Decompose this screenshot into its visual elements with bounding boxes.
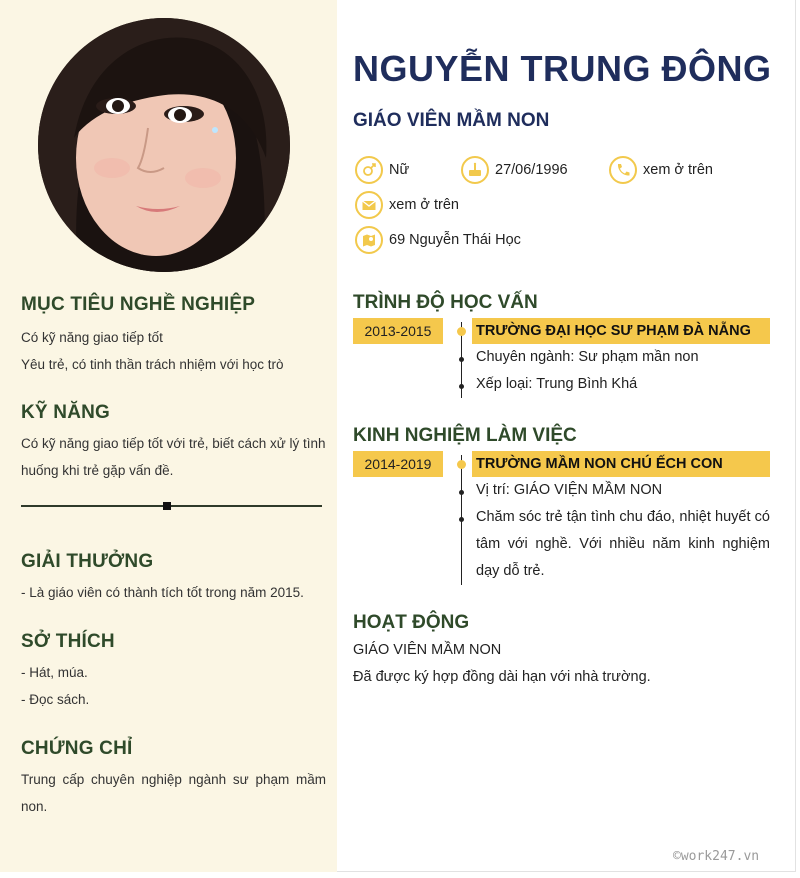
avatar-photo — [38, 18, 290, 272]
activities-title: HOẠT ĐỘNG — [353, 612, 470, 633]
contact-phone — [609, 156, 713, 184]
candidate-name: NGUYỄN TRUNG ĐÔNG — [353, 48, 772, 89]
left-sidebar — [0, 0, 337, 872]
email-icon — [355, 191, 383, 219]
phone-icon — [609, 156, 637, 184]
section-divider — [21, 505, 322, 507]
experience-years: 2014-2019 — [353, 451, 443, 477]
contact-email — [355, 191, 459, 219]
gender-value: Nữ — [389, 162, 410, 178]
skills-text: Có kỹ năng giao tiếp tốt với trẻ, biết cách xử lý tình huống khi trẻ gặp vấn đề. — [21, 436, 326, 478]
education-grade: Xếp loại: Trung Bình Khá — [476, 376, 638, 392]
experience-description: Chăm sóc trẻ tận tình chu đáo, nhiệt huyết có tâm với nghề. Với nhiều năm kinh nghiệm dạy dỗ trẻ. — [476, 509, 770, 579]
education-timeline-dot — [457, 327, 466, 336]
education-bullet-1 — [459, 357, 464, 362]
experience-position: Vị trí: GIÁO VIỆN MẦM NON — [476, 482, 663, 498]
skills-title: KỸ NĂNG — [21, 402, 111, 423]
contact-address — [355, 226, 521, 254]
objective-line-1: Có kỹ năng giao tiếp tốt — [21, 330, 163, 345]
map-pin-icon — [355, 226, 383, 254]
address-value: 69 Nguyễn Thái Học — [389, 232, 521, 248]
gender-icon — [355, 156, 383, 184]
objective-line-2: Yêu trẻ, có tinh thần trách nhiệm với học trò — [21, 357, 284, 372]
job-title: GIÁO VIÊN MẦM NON — [353, 110, 550, 131]
divider-knob — [163, 502, 171, 510]
experience-company: TRƯỜNG MẦM NON CHÚ ẾCH CON — [472, 451, 770, 477]
awards-title: GIẢI THƯỞNG — [21, 551, 154, 572]
activities-role: GIÁO VIÊN MẦM NON — [353, 642, 502, 658]
email-value: xem ở trên — [389, 197, 459, 213]
watermark: ©work247.vn — [673, 849, 760, 864]
birthday-value: 27/06/1996 — [495, 162, 568, 178]
birthday-cake-icon — [461, 156, 489, 184]
activities-description: Đã được ký hợp đồng dài hạn với nhà trường. — [353, 669, 651, 685]
education-school: TRƯỜNG ĐẠI HỌC SƯ PHẠM ĐÀ NẴNG — [472, 318, 770, 344]
objective-title: MỤC TIÊU NGHỀ NGHIỆP — [21, 294, 256, 315]
awards-text: - Là giáo viên có thành tích tốt trong năm 2015. — [21, 585, 304, 600]
education-major: Chuyên ngành: Sư phạm mần non — [476, 349, 699, 365]
avatar — [38, 18, 290, 272]
hobbies-line-2: - Đọc sách. — [21, 692, 90, 707]
phone-value: xem ở trên — [643, 162, 713, 178]
experience-bullet-2 — [459, 517, 464, 522]
contact-birthday — [461, 156, 568, 184]
certificates-title: CHỨNG CHỈ — [21, 738, 133, 759]
experience-title: KINH NGHIỆM LÀM VIỆC — [353, 425, 577, 446]
experience-bullet-1 — [459, 490, 464, 495]
hobbies-line-1: - Hát, múa. — [21, 665, 88, 680]
education-years: 2013-2015 — [353, 318, 443, 344]
education-bullet-2 — [459, 384, 464, 389]
certificates-text: Trung cấp chuyên nghiệp ngành sư phạm mầm non. — [21, 772, 326, 814]
education-title: TRÌNH ĐỘ HỌC VẤN — [353, 292, 538, 313]
contact-gender — [355, 156, 409, 184]
experience-timeline-dot — [457, 460, 466, 469]
hobbies-title: SỞ THÍCH — [21, 631, 115, 652]
